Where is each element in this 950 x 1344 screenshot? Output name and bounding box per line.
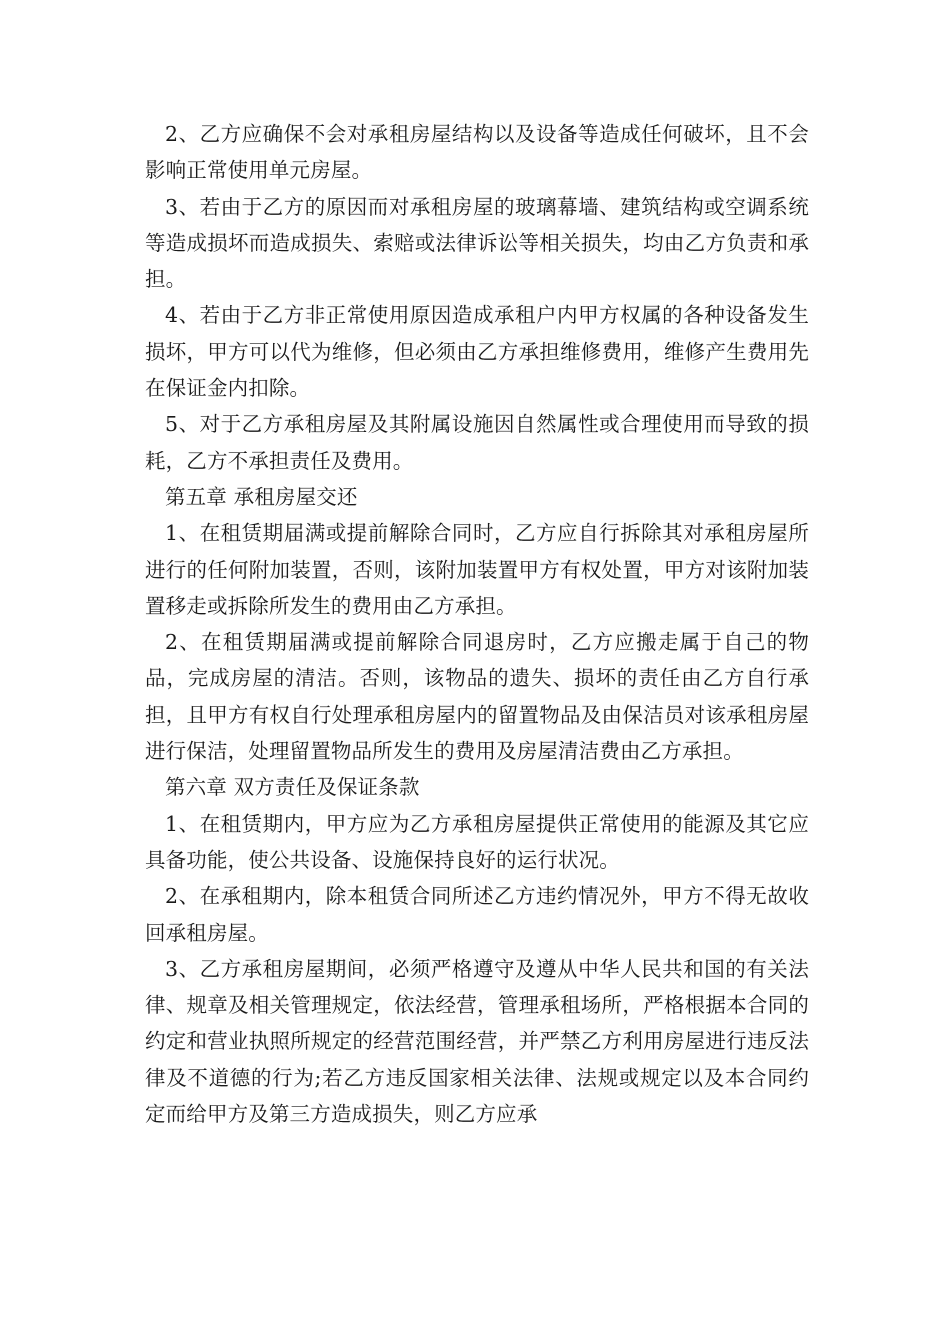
clause-2-no-damage: 2、乙方应确保不会对承租房屋结构以及设备等造成任何破坏，且不会影响正常使用单元房屋。 xyxy=(145,122,809,183)
chapter-6-clause-2: 2、在承租期内，除本租赁合同所述乙方违约情况外，甲方不得无故收回承租房屋。 xyxy=(145,884,809,945)
document-page xyxy=(145,116,809,1132)
chapter-5-clause-1: 1、在租赁期届满或提前解除合同时，乙方应自行拆除其对承租房屋所进行的任何附加装置，否则，该附加装置甲方有权处置，甲方对该附加装置移走或拆除所发生的费用由乙方承担。 xyxy=(145,521,809,618)
chapter-6-clause-1: 1、在租赁期内，甲方应为乙方承租房屋提供正常使用的能源及其它应具备功能，使公共设备、设施保持良好的运行状况。 xyxy=(145,811,809,872)
chapter-5-heading: 第五章 承租房屋交还 xyxy=(165,484,358,509)
clause-3-damage-liability: 3、若由于乙方的原因而对承租房屋的玻璃幕墙、建筑结构或空调系统等造成损坏而造成损失、索赔或法律诉讼等相关损失，均由乙方负责和承担。 xyxy=(145,194,809,292)
chapter-5-clause-2: 2、在租赁期届满或提前解除合同退房时，乙方应搬走属于自己的物品，完成房屋的清洁。否则，该物品的遗失、损坏的责任由乙方自行承担，且甲方有权自行处理承租房屋内的留置物品及由保洁员对该承租房屋进行保洁，处理留置物品所发生的费用及房屋清洁费由乙方承担。 xyxy=(145,630,809,764)
clause-5-natural-wear: 5、对于乙方承租房屋及其附属设施因自然属性或合理使用而导致的损耗，乙方不承担责任及费用。 xyxy=(145,412,809,473)
chapter-6-heading: 第六章 双方责任及保证条款 xyxy=(165,775,420,800)
clause-4-equipment-repair: 4、若由于乙方非正常使用原因造成承租户内甲方权属的各种设备发生损坏，甲方可以代为维修，但必须由乙方承担维修费用，维修产生费用先在保证金内扣除。 xyxy=(145,303,809,401)
chapter-6-clause-3: 3、乙方承租房屋期间，必须严格遵守及遵从中华人民共和国的有关法律、规章及相关管理规定，依法经营，管理承租场所，严格根据本合同的约定和营业执照所规定的经营范围经营，并严禁乙方利用房屋进行违反法律及不道德的行为;若乙方违反国家相关法律、法规或规定以及本合同约定而给甲方及第三方造成损失，则乙方应承 xyxy=(145,956,809,1127)
